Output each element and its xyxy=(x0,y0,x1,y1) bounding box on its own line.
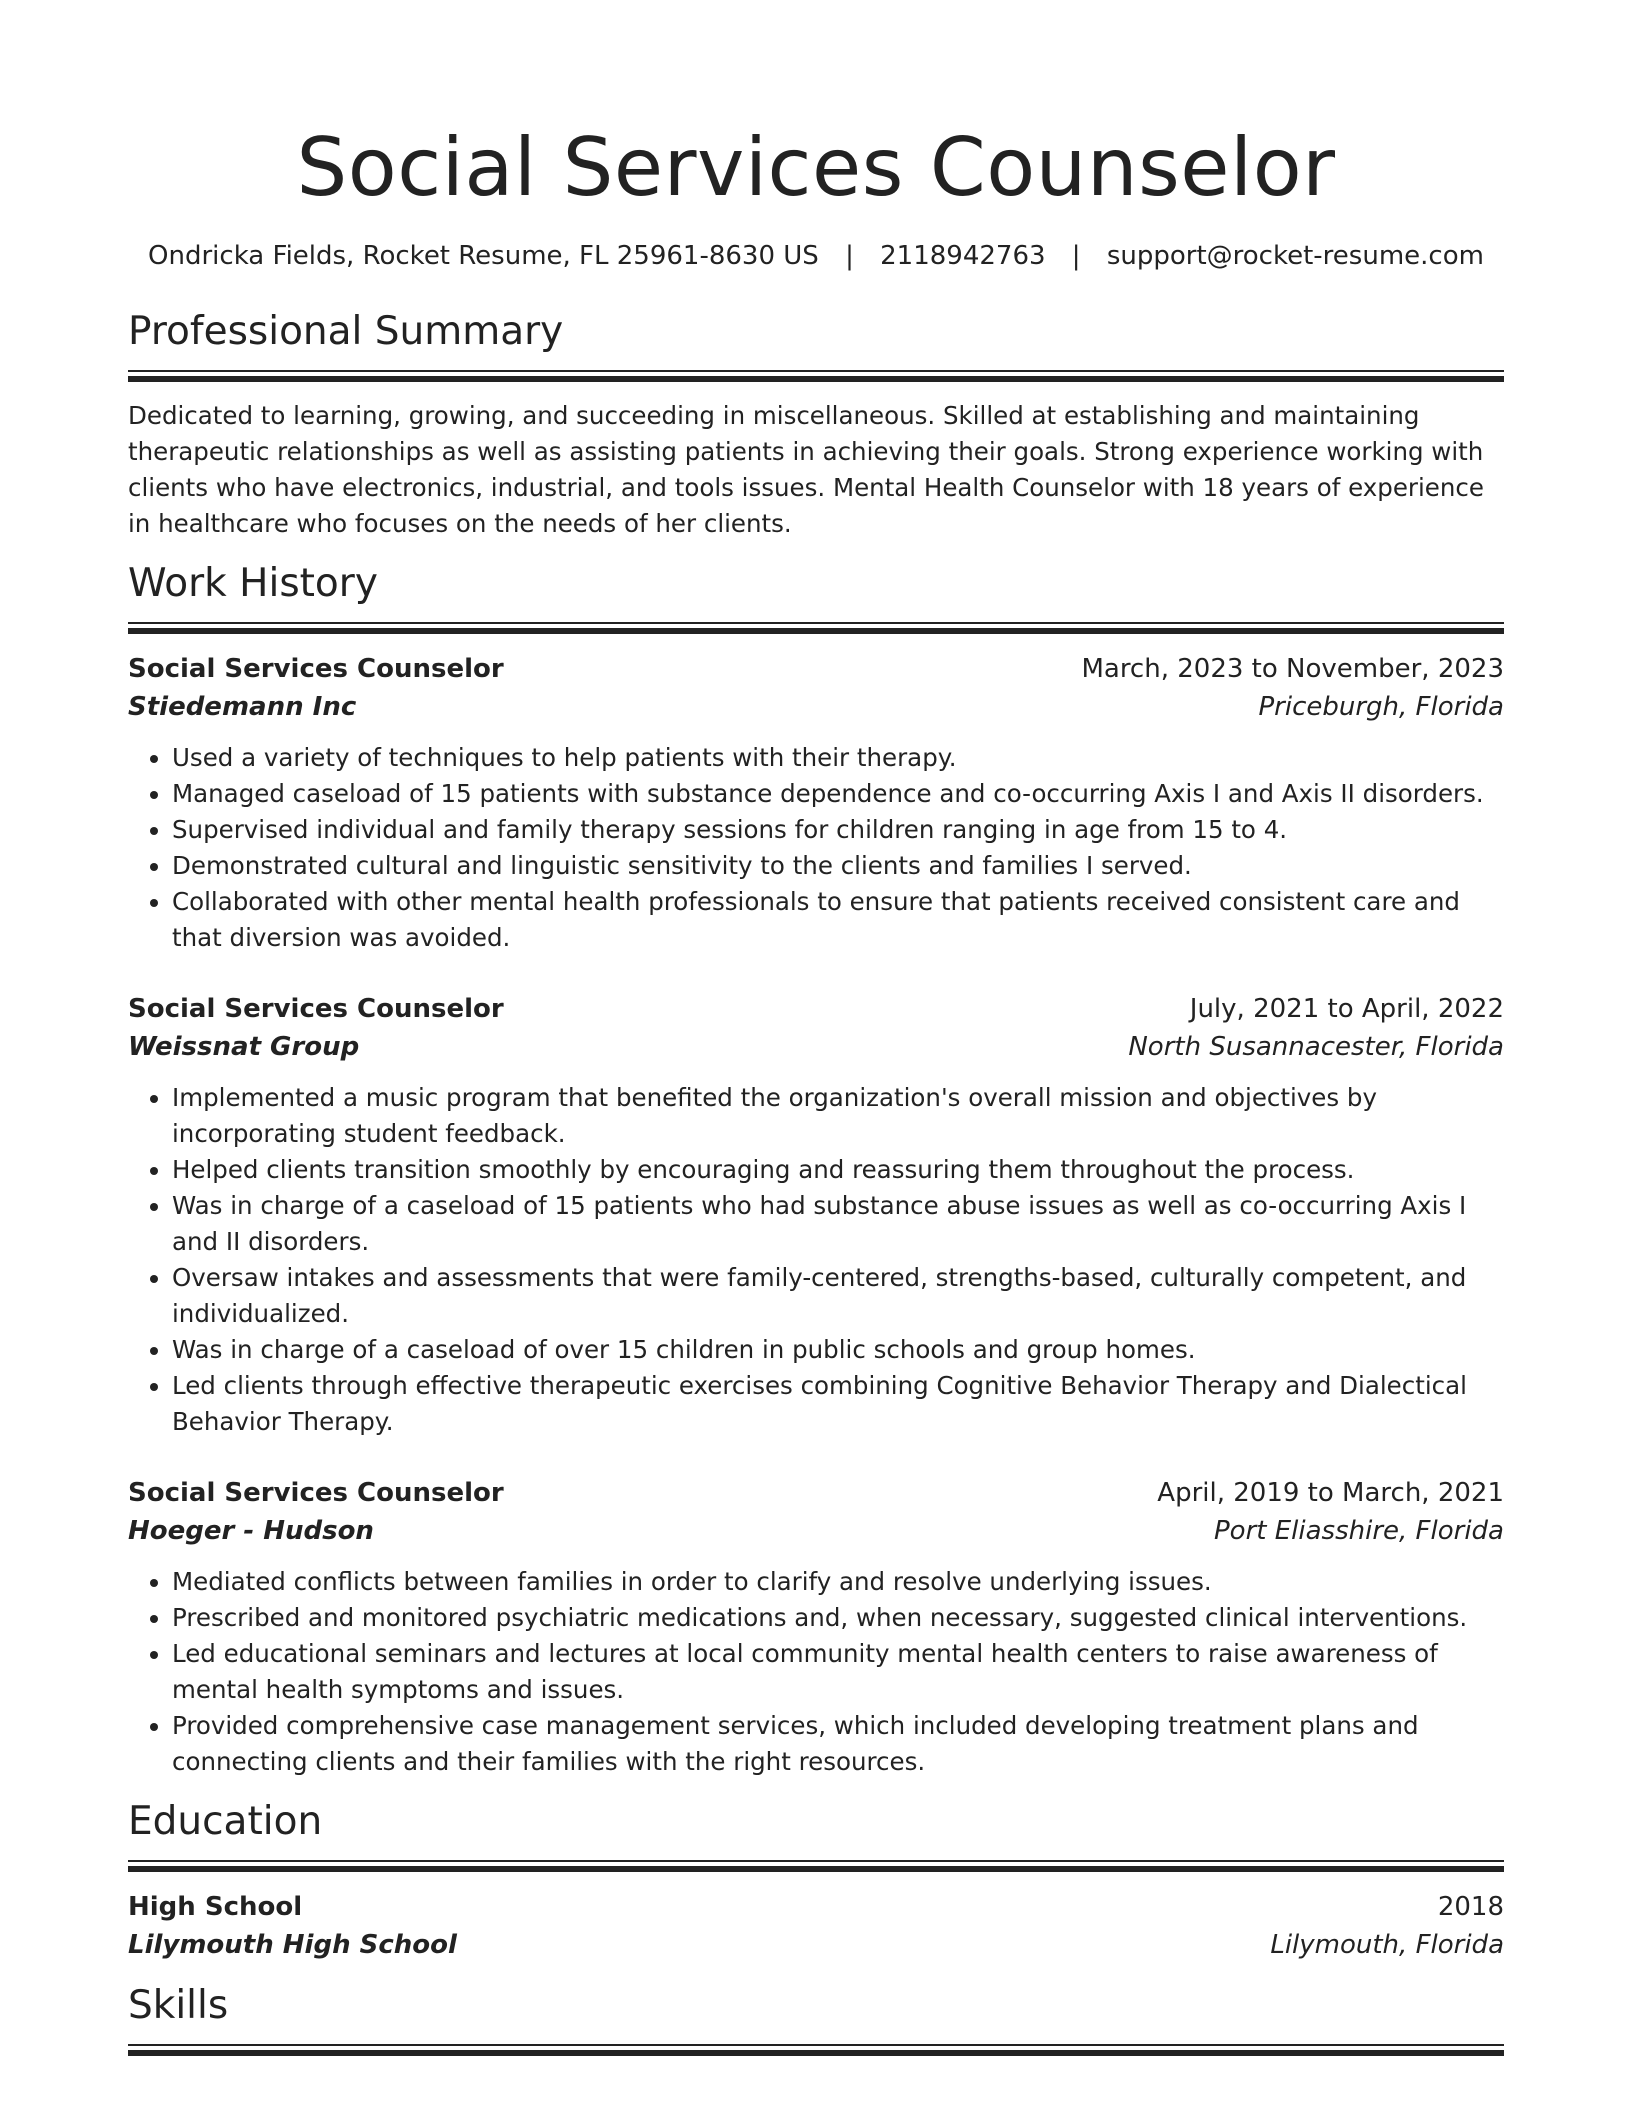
bullet-item: • Demonstrated cultural and linguistic sensitivity to the clients and families I served. xyxy=(172,848,1504,884)
section-divider xyxy=(128,2044,1504,2058)
job-bullets xyxy=(128,1080,1504,1440)
bullet-item: • Collaborated with other mental health professionals to ensure that patients received consistent care and that diversion was avoided. xyxy=(172,884,1504,956)
job-company-row xyxy=(128,1512,1504,1550)
section-title-education: Education xyxy=(128,1799,323,1844)
contact-separator: | xyxy=(845,241,854,271)
job-company: Weissnat Group xyxy=(128,1032,360,1062)
job-header-row xyxy=(128,650,1504,688)
education-year: 2018 xyxy=(1437,1892,1504,1922)
job-company-row xyxy=(128,1028,1504,1066)
job-bullets xyxy=(128,1564,1504,1780)
bullet-item: • Managed caseload of 15 patients with substance dependence and co-occurring Axis I and Axis II disorders. xyxy=(172,776,1504,812)
bullet-item: • Was in charge of a caseload of 15 patients who had substance abuse issues as well as co-occurring Axis I and II disorders. xyxy=(172,1188,1504,1260)
bullet-item: • Led educational seminars and lectures at local community mental health centers to raise awareness of mental health symptoms and issues. xyxy=(172,1636,1504,1708)
bullet-item: • Implemented a music program that benefited the organization's overall mission and objectives by incorporating student feedback. xyxy=(172,1080,1504,1152)
job-entry xyxy=(128,990,1504,1440)
job-company: Hoeger - Hudson xyxy=(128,1516,374,1546)
section-title-work: Work History xyxy=(128,561,378,606)
work-history-section xyxy=(128,560,1504,1780)
section-divider xyxy=(128,622,1504,636)
job-company-row xyxy=(128,688,1504,726)
job-location: North Susannacester, Florida xyxy=(1128,1032,1504,1062)
resume-name: Social Services Counselor xyxy=(296,121,1336,214)
bullet-item: • Prescribed and monitored psychiatric medications and, when necessary, suggested clinical interventions. xyxy=(172,1600,1504,1636)
job-dates: March, 2023 to November, 2023 xyxy=(1081,654,1504,684)
job-location: Port Eliasshire, Florida xyxy=(1214,1516,1504,1546)
contact-line xyxy=(128,238,1504,274)
contact-email: support@rocket-resume.com xyxy=(1106,241,1484,271)
education-school-row xyxy=(128,1926,1504,1964)
job-entry xyxy=(128,1474,1504,1780)
job-title: Social Services Counselor xyxy=(128,994,504,1024)
bullet-item: • Supervised individual and family therapy sessions for children ranging in age from 15 to 4. xyxy=(172,812,1504,848)
bullet-item: • Was in charge of a caseload of over 15 children in public schools and group homes. xyxy=(172,1332,1504,1368)
bullet-item: • Used a variety of techniques to help patients with their therapy. xyxy=(172,740,1504,776)
section-title-summary: Professional Summary xyxy=(128,309,564,354)
education-location: Lilymouth, Florida xyxy=(1270,1930,1504,1960)
education-degree: High School xyxy=(128,1892,303,1922)
job-header-row xyxy=(128,990,1504,1028)
bullet-item: • Oversaw intakes and assessments that were family-centered, strengths-based, culturally competent, and individualized. xyxy=(172,1260,1504,1332)
contact-separator: | xyxy=(1071,241,1081,271)
summary-text: Dedicated to learning, growing, and succeeding in miscellaneous. Skilled at establishing and maintaining therapeutic relationships as well as assisting patients in achieving their goals. Strong experience working with clients who have electronics, industrial, and tools issues. Mental Health Counselor with 18 years of experience in healthcare who focuses on the needs of her clients. xyxy=(128,401,1484,538)
job-dates: April, 2019 to March, 2021 xyxy=(1157,1478,1504,1508)
education-header-row xyxy=(128,1888,1504,1926)
bullet-item: • Mediated conflicts between families in order to clarify and resolve underlying issues. xyxy=(172,1564,1504,1600)
skills-section xyxy=(128,1982,1504,2058)
bullet-item: • Provided comprehensive case management services, which included developing treatment plans and connecting clients and their families with the right resources. xyxy=(172,1708,1504,1780)
job-bullets xyxy=(128,740,1504,956)
job-dates: July, 2021 to April, 2022 xyxy=(1189,994,1504,1024)
contact-phone: 2118942763 xyxy=(880,241,1046,271)
job-company: Stiedemann Inc xyxy=(128,692,357,722)
summary-section xyxy=(128,308,1504,542)
job-location: Priceburgh, Florida xyxy=(1258,692,1504,722)
education-entry xyxy=(128,1888,1504,1964)
section-title-skills: Skills xyxy=(128,1983,229,2028)
education-section xyxy=(128,1798,1504,1964)
job-header-row xyxy=(128,1474,1504,1512)
job-entry xyxy=(128,650,1504,956)
section-divider xyxy=(128,1860,1504,1874)
job-title: Social Services Counselor xyxy=(128,1478,504,1508)
bullet-item: • Led clients through effective therapeutic exercises combining Cognitive Behavior Therapy and Dialectical Behavior Therapy. xyxy=(172,1368,1504,1440)
section-divider xyxy=(128,370,1504,384)
job-title: Social Services Counselor xyxy=(128,654,504,684)
education-school: Lilymouth High School xyxy=(128,1930,457,1960)
contact-address: Ondricka Fields, Rocket Resume, FL 25961-8630 US xyxy=(148,241,819,271)
bullet-item: • Helped clients transition smoothly by encouraging and reassuring them throughout the process. xyxy=(172,1152,1504,1188)
